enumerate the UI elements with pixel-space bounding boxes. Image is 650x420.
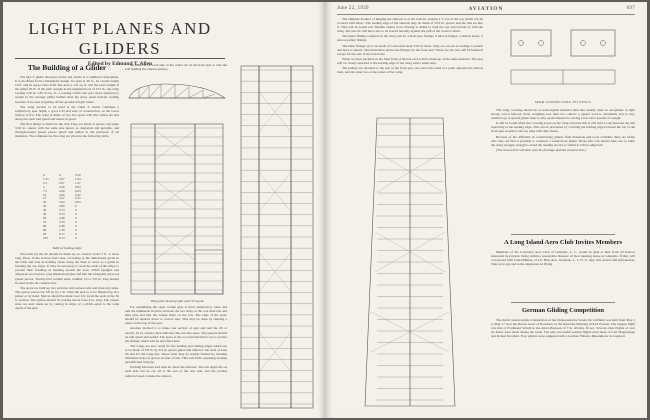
left-col1-text: [15, 75, 119, 173]
table-cell: 0: [75, 227, 77, 232]
table-cell: 3.56: [59, 184, 65, 189]
article-title: LIGHT PLANES AND GLIDERS: [28, 19, 212, 58]
article-byline: Edited by Edmund T. Allen: [87, 61, 153, 67]
table-cell: 5.27: [59, 196, 65, 201]
article-header: [15, 16, 225, 67]
table-cell: 0: [75, 231, 77, 236]
gliding-text: [491, 318, 635, 412]
table-caption: Table of leading edge: [52, 246, 82, 250]
running-head-rule: [337, 14, 635, 15]
table-cell: 1.36: [59, 227, 65, 232]
table-cell: 5.23: [59, 212, 65, 217]
right-col2-text: [491, 108, 635, 228]
paragraph: The simplest method of hinging the ailerons is at the bottom, leaving a V slot at the top which can be covered with fabric. The leading edge of the ailerons may be made of 3/16 in. spruce and the ribs set into it. This will be found less flexible unless cross bracing is added to both the top and bottom as with the wing. The last rib will have also to be braced laterally against the pull of the control cables.: [337, 17, 483, 34]
wing-figure-caption: Wing plan showing spar and rib layout: [150, 299, 204, 303]
divider: [511, 234, 615, 235]
table-row: [43, 237, 103, 241]
paragraph: The pulleys are attached to the rear of the front spar, one above the other at a point opposite the aileron horn, and the other two at the center of the wing.: [337, 66, 483, 75]
table-cell: 2.07: [59, 176, 65, 181]
table-cell: 0: [75, 215, 77, 220]
table-cell: 0: [75, 235, 77, 240]
table-cell: 0.93: [75, 184, 81, 189]
table-cell: 0: [43, 173, 45, 177]
table-cell: 1.47: [75, 180, 81, 185]
paragraph: Another method is to make one section of spar and nail the rib at exactly 10 in. centers, then slide the ribs onto the spars. The gussets should be butt glued and nailed. The spars at the root end should be cut to receive the fittings which will be described later.: [125, 326, 227, 343]
fittings-caption: SPAR CONNECTING FITTINGS: [534, 100, 592, 104]
table-cell: 0.77: [59, 231, 65, 236]
left-col2-text: [125, 305, 227, 413]
magazine-spread: [3, 2, 647, 418]
table-cell: 0: [75, 223, 77, 228]
aileron-plan-diagram: [337, 112, 483, 412]
table-cell: 10: [43, 192, 47, 197]
paragraph: (The next article will deal with the fuselage and tail construction.): [496, 147, 586, 152]
paragraph: It will be found when the covering is put on the wing structure that it will tend to sag between the ribs especially at the leading edge. This can be prevented by covering the leading edge between the top of the front spar around to the top edge with thin veneer.: [491, 121, 635, 134]
table-cell: 70: [43, 219, 47, 224]
paragraph: the tenth rib on each side of the center rib on the front spar to take the bolt holding the aileron pulleys.: [125, 63, 227, 72]
table-cell: 2.48: [59, 223, 65, 228]
table-cell: 1.93: [75, 176, 81, 181]
club-heading: A Long Island Aero Club Invites Members: [504, 239, 622, 246]
table-cell: 2.5: [43, 180, 47, 185]
header-rule: [15, 58, 225, 59]
paragraph: The wing section to be used is the Clark Y which combines a satisfactory spar depth, a good L/D and ease of construction, as the lower surface is flat. The wing is made of two box spars with ribs which are slid along the spars and glued and nailed in place.: [15, 104, 119, 121]
table-cell: 5.73: [59, 208, 65, 213]
paragraph: Nothing has been said thus far about the ailerons. The last eight ribs on each side can be cut off at the rear of the rear spar, and the portion removed used to make the aileron.: [125, 365, 227, 378]
running-head: [337, 6, 635, 14]
table-cell: 3.55: [59, 219, 65, 224]
table-cell: 60: [43, 215, 47, 220]
table-cell: 0: [59, 173, 61, 177]
paragraph: Because of the difficulty in constructing gliders from materials and tools available there are many who may not find it possible to construct a satisfactory glider. Those who can should take care to build the wing strongly enough to stand the landing shocks to which it will be subjected.: [491, 134, 635, 147]
table-cell: 4.66: [59, 192, 65, 197]
spar-fittings-drawing: [491, 22, 635, 104]
left-col2-top: [125, 63, 227, 77]
right-page: [325, 2, 647, 418]
table-cell: 30: [43, 204, 47, 209]
wing-plan-diagram: [125, 120, 229, 298]
ordinates-table: [43, 174, 103, 240]
paragraph: Members of the Lawrence Aero Club of Glendale, L. I., would be glad to hear from all fellows interested in aviation living within a reasonable distance of their meeting house at Glendale. If they will correspond with John Dillman, of 121 Hale Ave., Glendale, L. I., N. Y., they will receive full information. State your age and some experience in flying.: [491, 250, 635, 267]
table-cell: 0.63: [75, 188, 81, 193]
table-cell: 80: [43, 223, 47, 228]
table-cell: 5: [43, 184, 45, 189]
table-cell: 100: [43, 235, 48, 240]
table-cell: 2.67: [59, 180, 65, 185]
table-cell: 95: [43, 231, 47, 236]
rib-diagram: [125, 78, 229, 118]
left-page: [3, 2, 325, 418]
paragraph: The metal fittings required on the wing will be 4 main spar fittings, 8 aileron hinges, 2 aileron horns, 4 aileron pulley fittings.: [337, 34, 483, 43]
table-cell: 50: [43, 212, 47, 217]
section-heading: The Building of a Glider: [27, 63, 107, 72]
club-text: [491, 250, 635, 298]
table-cell: 0.15: [75, 196, 81, 201]
table-cell: 20: [43, 200, 47, 205]
paragraph: When we have decided on the final form of aileron each will be made up of the same material. The spar will be closely attached to the leading edge of the wing with a small strip.: [337, 56, 483, 65]
paragraph: The M.I.T. glider discussed in the last article is a cantilever monoplane. It is modified from a Darmstadt design. Its span is 36 ft., its overall length 16 ft. and its aspect ratio 6.38. The area is 141 sq. ft. and the total weight of the glider 95 lb. If the pilot weighs in the neighborhood of 155 lb., the wing loading will be 1.85 lb./sq. ft., a loading which will give more satisfactory results in the average glider builder than the more usual heavier loading because of its ease in getting off the ground in light winds.: [15, 75, 119, 104]
running-title: AVIATION: [468, 6, 504, 12]
running-date: June 22, 1929: [337, 6, 369, 11]
gliding-heading: German Gliding Competition: [522, 307, 604, 314]
paragraph: The third Coastal-Glider-Competition of the Ostpreussische Verein fur Luftfahrt was held from May 2 to May 17 near the Ostsee resort of Rossitten on the Kurische Nehrung in East Prussia. The longest flight was that of Ferdinand Schulz in the Alten Preussen of 7 hr. 46 min. 36 sec. Several other flights of over six hours were made during the week. The only successful soaring flights were those of Carl Magersuppe and Robert Kronfeld. Four gliders were equipped with a German Viktoria Rhoenmotor as required.: [491, 318, 635, 339]
table-cell: 7.5: [43, 188, 47, 193]
table-cell: 4.20: [59, 188, 65, 193]
table-cell: 4.48: [59, 215, 65, 220]
paragraph: The main fittings are to be made of cold rolled steel 3/32 in. thick. They are cut out according to pattern and bent as shown. The illustration shows the fittings for the front spar. Those for the rear will be identical except for the size of the bolt holes.: [337, 43, 483, 56]
paragraph: The wings are now ready for the leading and trailing edges which are to be made of 3/8 in. by 3/4 in. spruce glued and nailed to the ends of each rib and for the wing tips. These latter may be readily formed by bending laminated strips of spruce around a form. This will form a pleasing looking and efficient wing tip.: [125, 343, 227, 365]
paragraph: The wing covering should be of some lighter material than that usually used on aeroplanes. A light strong cotton balloon cloth, weighing less than two ounces a square yard is obtainable and is very satisfactory. A special glider dope is also on the market for saving a few extra pounds of weight.: [491, 108, 635, 121]
table-cell: 15: [43, 196, 47, 201]
right-col1-text: [337, 17, 483, 109]
divider: [511, 302, 615, 303]
table-cell: 0: [75, 208, 77, 213]
table-cell: 0.13: [59, 235, 65, 240]
left-col1-text-cont: [15, 252, 119, 412]
paragraph: For assembling the spars certain glue is most satisfactory. Glue and nail the bulkheads in place between the two strips at the root intervals and then glue and nail the veneer sides on the box. The ends of the spars should be tapered down to correct size. This may be done by running a plane on the top of the spar.: [125, 305, 227, 326]
table-cell: 40: [43, 208, 47, 213]
table-cell: 90: [43, 227, 47, 232]
table-cell: 0.42: [75, 192, 81, 197]
paragraph: The spars are built up box sections with spruce rails and three-ply sides. The spruce pieces are 3/8 in. by 1 in. Then the spar is to be finished up in a planer or by hand. Splices should be made over 6 ft. from the ends of the 36 ft. section. The splices should be scarfed and at least 4 in. long. The veneer sides are next made up by cutting in strips of a width equal to the wide depth of the spar.: [15, 285, 119, 311]
table-cell: 0: [75, 204, 77, 209]
table-cell: 0: [75, 212, 77, 217]
table-cell: 0: [75, 219, 77, 224]
table-cell: 5.62: [59, 200, 65, 205]
paragraph: The first things to build are the ribs. They are made of spruce cap strips 3/16 in. square with the same size pieces as diagonals and uprights, and through-veneer gusset pieces glued and nailed at the junctures of all members. The ordinates for the wing are given in the following table.: [15, 122, 119, 139]
page-number: 697: [626, 6, 635, 11]
table-cell: 0.03: [75, 200, 81, 205]
paragraph: The form for the rib should be made up on a heavy board 5 ft. or more long. Draw in the section exact size, according to the dimensions given in the table and tack in holding cleats along the lines to serve as a guide in bending the cap strips. It may be necessary to soak the ends of the strips to prevent their breaking in bending around the nose. When uprights and diagonals are in place, (see illustration) glue and nail the triangular plywood gusset pieces. Twenty-four normal ends, number 19 or 3/8 in. long should be used in the rib construction.: [15, 252, 119, 285]
table-cell: 3.50: [75, 173, 81, 177]
table-cell: 1.25: [43, 176, 49, 181]
wing-detail-drawing: [235, 62, 319, 412]
table-cell: 5.89: [59, 204, 65, 209]
